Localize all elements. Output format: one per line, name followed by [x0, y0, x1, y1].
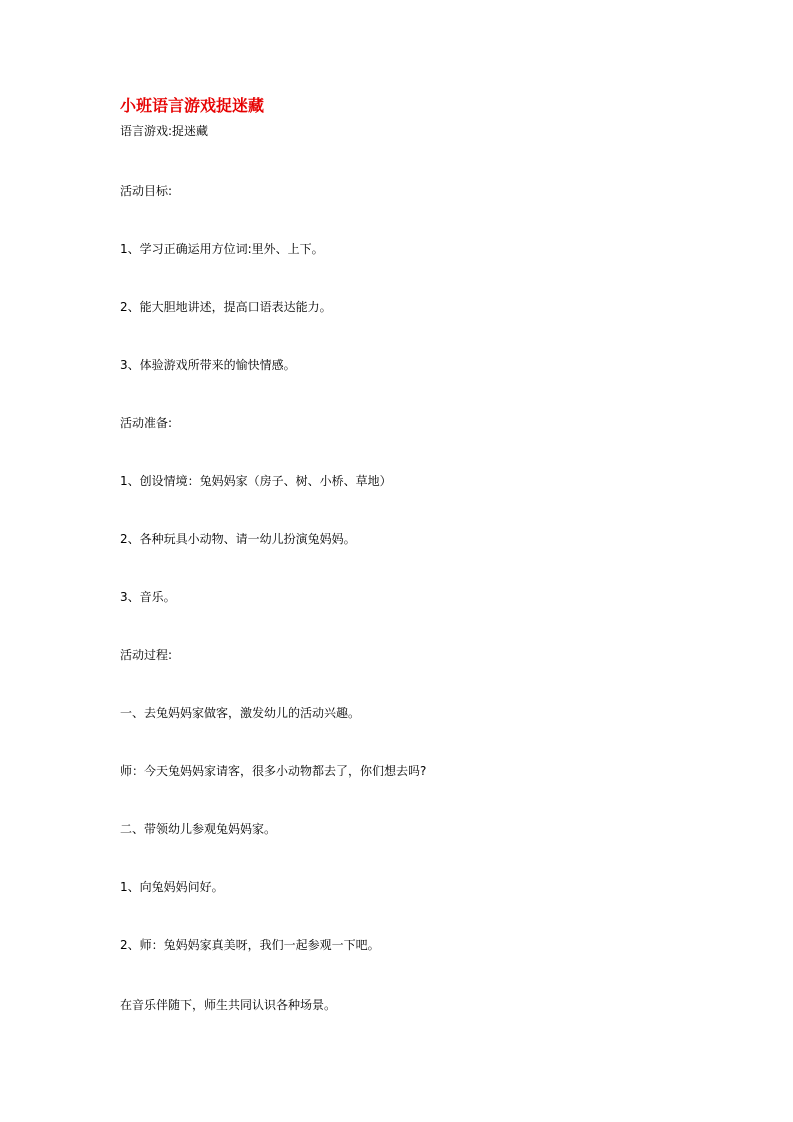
- paragraph: 2、师：兔妈妈家真美呀，我们一起参观一下吧。: [120, 938, 380, 952]
- paragraph: 二、带领幼儿参观兔妈妈家。: [120, 822, 277, 836]
- paragraph: 3、体验游戏所带来的愉快情感。: [120, 358, 296, 372]
- section-heading-goals: 活动目标:: [120, 184, 173, 198]
- paragraph: 1、向兔妈妈问好。: [120, 880, 224, 894]
- section-heading-process: 活动过程:: [120, 648, 173, 662]
- paragraph: 2、能大胆地讲述，提高口语表达能力。: [120, 300, 332, 314]
- section-heading-preparation: 活动准备:: [120, 416, 173, 430]
- paragraph: 一、去兔妈妈家做客，激发幼儿的活动兴趣。: [120, 706, 361, 720]
- document-title: 小班语言游戏捉迷藏: [120, 96, 265, 115]
- paragraph: 在音乐伴随下，师生共同认识各种场景。: [120, 998, 337, 1012]
- paragraph: 3、音乐。: [120, 590, 176, 604]
- paragraph: 1、创设情境：兔妈妈家（房子、树、小桥、草地）: [120, 474, 392, 488]
- paragraph: 师：今天兔妈妈家请客，很多小动物都去了，你们想去吗?: [120, 764, 427, 778]
- paragraph: 2、各种玩具小动物、请一幼儿扮演兔妈妈。: [120, 532, 356, 546]
- paragraph: 1、学习正确运用方位词:里外、上下。: [120, 242, 324, 256]
- document-subtitle: 语言游戏:捉迷藏: [120, 124, 209, 138]
